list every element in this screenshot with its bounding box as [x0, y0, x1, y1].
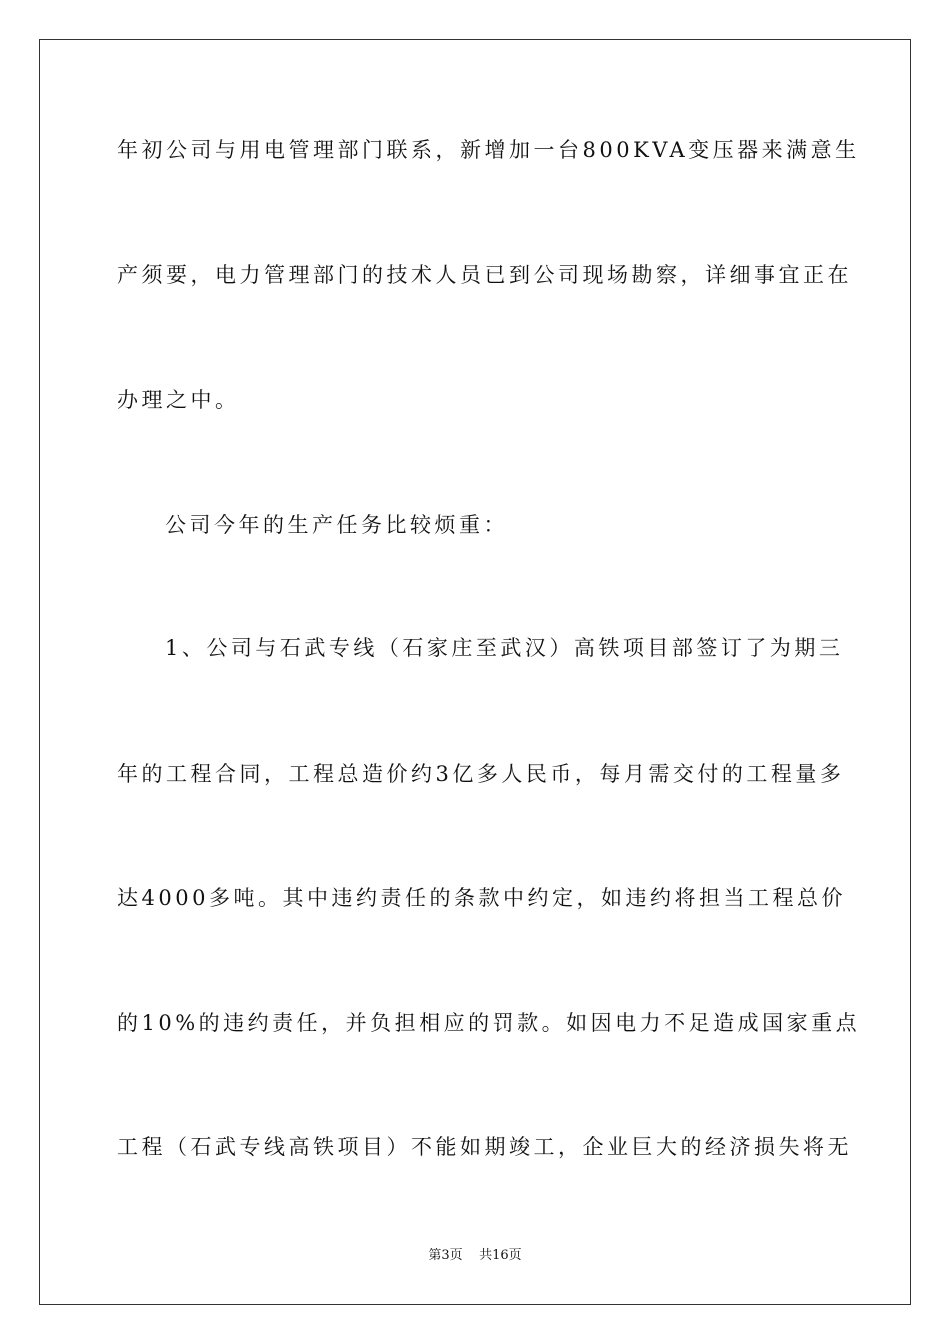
page-number-footer: 第3页 共16页 — [428, 1248, 522, 1263]
text-line-2: 产须要，电力管理部门的技术人员已到公司现场勘察，详细事宜正在 — [117, 263, 852, 287]
text-line-1: 年初公司与用电管理部门联系，新增加一台800KVA变压器来满意生 — [117, 138, 860, 162]
page-frame — [39, 39, 911, 1305]
text-line-5: 1、公司与石武专线（石家庄至武汉）高铁项目部签订了为期三 — [165, 636, 844, 660]
text-line-3: 办理之中。 — [117, 388, 240, 412]
text-line-9: 工程（石武专线高铁项目）不能如期竣工，企业巨大的经济损失将无 — [117, 1135, 852, 1159]
text-line-4: 公司今年的生产任务比较烦重： — [165, 513, 508, 537]
text-line-7: 达4000多吨。其中违约责任的条款中约定，如违约将担当工程总价 — [117, 886, 846, 910]
text-line-6: 年的工程合同，工程总造价约3亿多人民币，每月需交付的工程量多 — [117, 762, 845, 786]
text-line-8: 的10%的违约责任，并负担相应的罚款。如因电力不足造成国家重点 — [117, 1011, 861, 1035]
